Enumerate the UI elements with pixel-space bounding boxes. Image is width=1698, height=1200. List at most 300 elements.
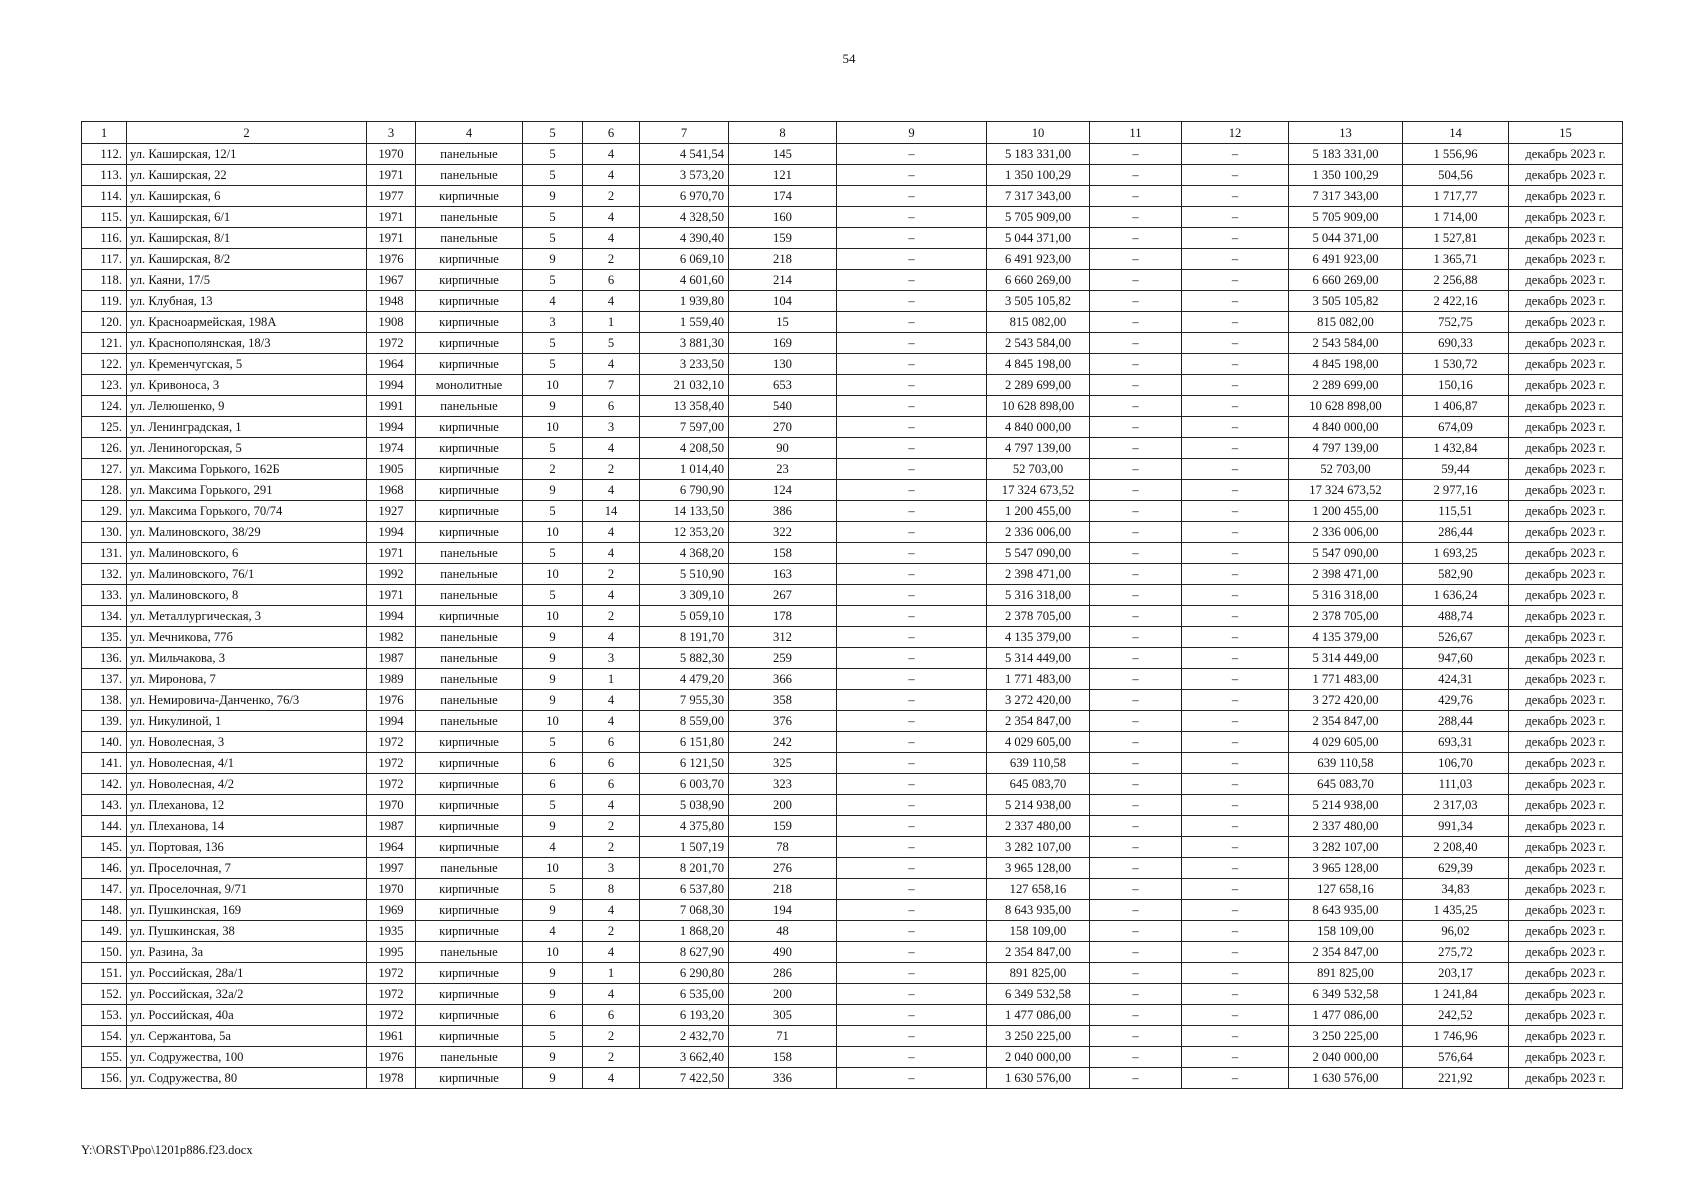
cell-row-number: 153. — [82, 1005, 127, 1026]
cell-address: ул. Малиновского, 38/29 — [127, 522, 367, 543]
cell-col-12: – — [1182, 795, 1289, 816]
cell-row-number: 123. — [82, 375, 127, 396]
column-header-1: 1 — [82, 122, 127, 144]
cell-year-built: 1987 — [367, 816, 416, 837]
cell-wall-material: кирпичные — [416, 816, 523, 837]
cell-col-11: – — [1090, 228, 1182, 249]
cell-row-number: 114. — [82, 186, 127, 207]
cell-cost-fund: 4 029 605,00 — [1289, 732, 1403, 753]
cell-cost-fund: 5 044 371,00 — [1289, 228, 1403, 249]
cell-col-12: – — [1182, 270, 1289, 291]
cell-residents: 121 — [729, 165, 837, 186]
cell-wall-material: панельные — [416, 144, 523, 165]
cell-wall-material: панельные — [416, 648, 523, 669]
cell-row-number: 117. — [82, 249, 127, 270]
cell-entrances: 4 — [583, 165, 640, 186]
cell-entrances: 2 — [583, 837, 640, 858]
cell-col-12: – — [1182, 732, 1289, 753]
cell-col-9: – — [837, 543, 987, 564]
cell-floors: 5 — [523, 228, 583, 249]
cell-row-number: 145. — [82, 837, 127, 858]
cell-cost-total: 3 272 420,00 — [987, 690, 1090, 711]
cell-cost-per-m2: 1 714,00 — [1403, 207, 1509, 228]
cell-address: ул. Российская, 32а/2 — [127, 984, 367, 1005]
cell-cost-total: 4 797 139,00 — [987, 438, 1090, 459]
cell-year-built: 1971 — [367, 543, 416, 564]
cell-floors: 10 — [523, 942, 583, 963]
cell-cost-fund: 5 547 090,00 — [1289, 543, 1403, 564]
cell-wall-material: кирпичные — [416, 291, 523, 312]
cell-year-built: 1971 — [367, 207, 416, 228]
cell-deadline: декабрь 2023 г. — [1509, 606, 1623, 627]
cell-residents: 214 — [729, 270, 837, 291]
cell-row-number: 131. — [82, 543, 127, 564]
cell-entrances: 4 — [583, 627, 640, 648]
cell-area: 4 368,20 — [640, 543, 729, 564]
cell-residents: 366 — [729, 669, 837, 690]
cell-year-built: 1972 — [367, 984, 416, 1005]
cell-cost-total: 815 082,00 — [987, 312, 1090, 333]
cell-wall-material: панельные — [416, 1047, 523, 1068]
cell-deadline: декабрь 2023 г. — [1509, 543, 1623, 564]
cell-floors: 3 — [523, 312, 583, 333]
cell-col-12: – — [1182, 900, 1289, 921]
cell-cost-total: 5 044 371,00 — [987, 228, 1090, 249]
table-row — [82, 354, 1623, 375]
cell-cost-fund: 7 317 343,00 — [1289, 186, 1403, 207]
cell-year-built: 1976 — [367, 249, 416, 270]
cell-col-11: – — [1090, 186, 1182, 207]
cell-cost-total: 4 029 605,00 — [987, 732, 1090, 753]
cell-address: ул. Малиновского, 8 — [127, 585, 367, 606]
cell-row-number: 136. — [82, 648, 127, 669]
cell-deadline: декабрь 2023 г. — [1509, 984, 1623, 1005]
cell-year-built: 1970 — [367, 879, 416, 900]
cell-col-9: – — [837, 438, 987, 459]
cell-cost-per-m2: 526,67 — [1403, 627, 1509, 648]
cell-wall-material: кирпичные — [416, 1026, 523, 1047]
cell-col-11: – — [1090, 879, 1182, 900]
cell-row-number: 115. — [82, 207, 127, 228]
cell-floors: 9 — [523, 690, 583, 711]
cell-cost-fund: 6 349 532,58 — [1289, 984, 1403, 1005]
cell-col-11: – — [1090, 942, 1182, 963]
cell-cost-fund: 2 398 471,00 — [1289, 564, 1403, 585]
cell-year-built: 1997 — [367, 858, 416, 879]
cell-year-built: 1967 — [367, 270, 416, 291]
cell-wall-material: кирпичные — [416, 1005, 523, 1026]
cell-address: ул. Металлургическая, 3 — [127, 606, 367, 627]
cell-wall-material: панельные — [416, 942, 523, 963]
cell-year-built: 1994 — [367, 606, 416, 627]
cell-cost-total: 4 845 198,00 — [987, 354, 1090, 375]
cell-row-number: 113. — [82, 165, 127, 186]
cell-cost-total: 1 350 100,29 — [987, 165, 1090, 186]
cell-deadline: декабрь 2023 г. — [1509, 1005, 1623, 1026]
cell-cost-total: 5 183 331,00 — [987, 144, 1090, 165]
column-header-13: 13 — [1289, 122, 1403, 144]
cell-col-12: – — [1182, 165, 1289, 186]
cell-floors: 9 — [523, 669, 583, 690]
cell-deadline: декабрь 2023 г. — [1509, 921, 1623, 942]
cell-area: 4 479,20 — [640, 669, 729, 690]
cell-entrances: 4 — [583, 480, 640, 501]
column-header-7: 7 — [640, 122, 729, 144]
cell-col-12: – — [1182, 396, 1289, 417]
cell-area: 5 059,10 — [640, 606, 729, 627]
column-header-9: 9 — [837, 122, 987, 144]
cell-residents: 242 — [729, 732, 837, 753]
cell-cost-per-m2: 96,02 — [1403, 921, 1509, 942]
table-row — [82, 375, 1623, 396]
cell-cost-total: 17 324 673,52 — [987, 480, 1090, 501]
cell-entrances: 6 — [583, 1005, 640, 1026]
table-row — [82, 249, 1623, 270]
cell-cost-fund: 2 354 847,00 — [1289, 711, 1403, 732]
cell-row-number: 149. — [82, 921, 127, 942]
cell-col-9: – — [837, 774, 987, 795]
cell-cost-total: 127 658,16 — [987, 879, 1090, 900]
cell-area: 3 309,10 — [640, 585, 729, 606]
table-row — [82, 564, 1623, 585]
cell-deadline: декабрь 2023 г. — [1509, 1047, 1623, 1068]
cell-col-9: – — [837, 354, 987, 375]
cell-cost-per-m2: 203,17 — [1403, 963, 1509, 984]
cell-col-9: – — [837, 627, 987, 648]
cell-col-12: – — [1182, 627, 1289, 648]
cell-col-12: – — [1182, 543, 1289, 564]
cell-col-9: – — [837, 249, 987, 270]
cell-col-11: – — [1090, 543, 1182, 564]
cell-cost-total: 2 337 480,00 — [987, 816, 1090, 837]
cell-row-number: 148. — [82, 900, 127, 921]
cell-residents: 194 — [729, 900, 837, 921]
table-row — [82, 669, 1623, 690]
cell-cost-total: 5 316 318,00 — [987, 585, 1090, 606]
cell-deadline: декабрь 2023 г. — [1509, 375, 1623, 396]
cell-cost-fund: 127 658,16 — [1289, 879, 1403, 900]
table-row — [82, 1005, 1623, 1026]
cell-area: 1 939,80 — [640, 291, 729, 312]
cell-col-12: – — [1182, 774, 1289, 795]
cell-col-12: – — [1182, 837, 1289, 858]
cell-entrances: 6 — [583, 732, 640, 753]
table-header-row — [82, 122, 1623, 144]
cell-col-12: – — [1182, 417, 1289, 438]
cell-deadline: декабрь 2023 г. — [1509, 396, 1623, 417]
cell-deadline: декабрь 2023 г. — [1509, 795, 1623, 816]
cell-year-built: 1995 — [367, 942, 416, 963]
cell-year-built: 1971 — [367, 585, 416, 606]
cell-col-12: – — [1182, 585, 1289, 606]
cell-address: ул. Кривоноса, 3 — [127, 375, 367, 396]
cell-residents: 259 — [729, 648, 837, 669]
cell-cost-fund: 3 505 105,82 — [1289, 291, 1403, 312]
cell-col-9: – — [837, 1047, 987, 1068]
cell-row-number: 155. — [82, 1047, 127, 1068]
cell-floors: 9 — [523, 1068, 583, 1089]
cell-cost-fund: 52 703,00 — [1289, 459, 1403, 480]
cell-row-number: 141. — [82, 753, 127, 774]
cell-floors: 4 — [523, 921, 583, 942]
cell-residents: 200 — [729, 795, 837, 816]
cell-floors: 10 — [523, 375, 583, 396]
cell-cost-per-m2: 1 365,71 — [1403, 249, 1509, 270]
cell-col-9: – — [837, 900, 987, 921]
cell-address: ул. Российская, 28а/1 — [127, 963, 367, 984]
cell-residents: 90 — [729, 438, 837, 459]
cell-wall-material: кирпичные — [416, 774, 523, 795]
table-row — [82, 165, 1623, 186]
cell-col-11: – — [1090, 774, 1182, 795]
cell-area: 6 003,70 — [640, 774, 729, 795]
cell-deadline: декабрь 2023 г. — [1509, 963, 1623, 984]
cell-residents: 325 — [729, 753, 837, 774]
cell-area: 21 032,10 — [640, 375, 729, 396]
cell-wall-material: панельные — [416, 669, 523, 690]
cell-cost-total: 3 505 105,82 — [987, 291, 1090, 312]
cell-wall-material: монолитные — [416, 375, 523, 396]
table-row — [82, 291, 1623, 312]
cell-col-12: – — [1182, 879, 1289, 900]
cell-col-12: – — [1182, 1026, 1289, 1047]
cell-floors: 9 — [523, 186, 583, 207]
cell-floors: 5 — [523, 879, 583, 900]
cell-col-11: – — [1090, 564, 1182, 585]
column-header-14: 14 — [1403, 122, 1509, 144]
cell-residents: 124 — [729, 480, 837, 501]
table-row — [82, 459, 1623, 480]
cell-col-9: – — [837, 165, 987, 186]
cell-residents: 270 — [729, 417, 837, 438]
cell-wall-material: панельные — [416, 858, 523, 879]
cell-residents: 178 — [729, 606, 837, 627]
cell-year-built: 1994 — [367, 417, 416, 438]
cell-cost-total: 1 630 576,00 — [987, 1068, 1090, 1089]
cell-floors: 10 — [523, 711, 583, 732]
cell-cost-per-m2: 115,51 — [1403, 501, 1509, 522]
cell-entrances: 2 — [583, 606, 640, 627]
table-row — [82, 186, 1623, 207]
table-row — [82, 396, 1623, 417]
cell-cost-fund: 158 109,00 — [1289, 921, 1403, 942]
cell-year-built: 1972 — [367, 774, 416, 795]
cell-cost-total: 8 643 935,00 — [987, 900, 1090, 921]
cell-year-built: 1908 — [367, 312, 416, 333]
cell-cost-per-m2: 693,31 — [1403, 732, 1509, 753]
cell-area: 3 662,40 — [640, 1047, 729, 1068]
cell-entrances: 6 — [583, 270, 640, 291]
cell-floors: 5 — [523, 165, 583, 186]
cell-cost-fund: 639 110,58 — [1289, 753, 1403, 774]
cell-year-built: 1982 — [367, 627, 416, 648]
cell-col-12: – — [1182, 1047, 1289, 1068]
cell-area: 4 541,54 — [640, 144, 729, 165]
cell-cost-per-m2: 150,16 — [1403, 375, 1509, 396]
cell-address: ул. Проселочная, 7 — [127, 858, 367, 879]
cell-col-9: – — [837, 816, 987, 837]
cell-residents: 159 — [729, 228, 837, 249]
cell-row-number: 125. — [82, 417, 127, 438]
cell-col-9: – — [837, 312, 987, 333]
cell-year-built: 1964 — [367, 837, 416, 858]
cell-cost-total: 645 083,70 — [987, 774, 1090, 795]
cell-cost-total: 2 543 584,00 — [987, 333, 1090, 354]
cell-floors: 9 — [523, 984, 583, 1005]
cell-entrances: 2 — [583, 564, 640, 585]
cell-row-number: 134. — [82, 606, 127, 627]
cell-cost-fund: 5 214 938,00 — [1289, 795, 1403, 816]
cell-entrances: 4 — [583, 228, 640, 249]
cell-col-11: – — [1090, 291, 1182, 312]
cell-cost-per-m2: 1 527,81 — [1403, 228, 1509, 249]
cell-entrances: 4 — [583, 438, 640, 459]
cell-cost-total: 5 547 090,00 — [987, 543, 1090, 564]
cell-col-9: – — [837, 417, 987, 438]
table-row — [82, 543, 1623, 564]
cell-area: 6 970,70 — [640, 186, 729, 207]
cell-cost-fund: 1 477 086,00 — [1289, 1005, 1403, 1026]
cell-wall-material: панельные — [416, 564, 523, 585]
cell-col-12: – — [1182, 228, 1289, 249]
cell-row-number: 112. — [82, 144, 127, 165]
cell-cost-per-m2: 752,75 — [1403, 312, 1509, 333]
table-row — [82, 228, 1623, 249]
cell-col-11: – — [1090, 375, 1182, 396]
cell-col-9: – — [837, 207, 987, 228]
cell-row-number: 150. — [82, 942, 127, 963]
cell-deadline: декабрь 2023 г. — [1509, 585, 1623, 606]
cell-deadline: декабрь 2023 г. — [1509, 207, 1623, 228]
cell-address: ул. Каширская, 12/1 — [127, 144, 367, 165]
cell-deadline: декабрь 2023 г. — [1509, 522, 1623, 543]
cell-cost-per-m2: 2 256,88 — [1403, 270, 1509, 291]
cell-cost-fund: 2 336 006,00 — [1289, 522, 1403, 543]
column-header-11: 11 — [1090, 122, 1182, 144]
cell-entrances: 5 — [583, 333, 640, 354]
cell-row-number: 120. — [82, 312, 127, 333]
cell-row-number: 129. — [82, 501, 127, 522]
table-row — [82, 879, 1623, 900]
table-row — [82, 774, 1623, 795]
table-row — [82, 942, 1623, 963]
cell-row-number: 146. — [82, 858, 127, 879]
cell-area: 8 201,70 — [640, 858, 729, 879]
cell-row-number: 139. — [82, 711, 127, 732]
cell-cost-total: 7 317 343,00 — [987, 186, 1090, 207]
cell-residents: 15 — [729, 312, 837, 333]
cell-col-12: – — [1182, 438, 1289, 459]
cell-col-11: – — [1090, 963, 1182, 984]
cell-cost-fund: 1 350 100,29 — [1289, 165, 1403, 186]
cell-wall-material: кирпичные — [416, 186, 523, 207]
cell-area: 4 390,40 — [640, 228, 729, 249]
cell-col-9: – — [837, 879, 987, 900]
cell-col-9: – — [837, 459, 987, 480]
cell-year-built: 1969 — [367, 900, 416, 921]
cell-address: ул. Пушкинская, 38 — [127, 921, 367, 942]
cell-cost-fund: 3 282 107,00 — [1289, 837, 1403, 858]
cell-row-number: 135. — [82, 627, 127, 648]
cell-col-12: – — [1182, 186, 1289, 207]
cell-floors: 9 — [523, 249, 583, 270]
footer-file-path: Y:\ORST\Ppo\1201p886.f23.docx — [81, 1143, 253, 1157]
cell-cost-fund: 891 825,00 — [1289, 963, 1403, 984]
cell-deadline: декабрь 2023 г. — [1509, 1068, 1623, 1089]
cell-cost-per-m2: 1 435,25 — [1403, 900, 1509, 921]
cell-cost-per-m2: 1 406,87 — [1403, 396, 1509, 417]
cell-address: ул. Ленинградская, 1 — [127, 417, 367, 438]
cell-floors: 5 — [523, 732, 583, 753]
cell-area: 8 559,00 — [640, 711, 729, 732]
cell-cost-fund: 17 324 673,52 — [1289, 480, 1403, 501]
cell-address: ул. Плеханова, 14 — [127, 816, 367, 837]
cell-cost-fund: 2 289 699,00 — [1289, 375, 1403, 396]
table-row — [82, 711, 1623, 732]
cell-address: ул. Мильчакова, 3 — [127, 648, 367, 669]
cell-area: 1 559,40 — [640, 312, 729, 333]
cell-residents: 323 — [729, 774, 837, 795]
cell-deadline: декабрь 2023 г. — [1509, 837, 1623, 858]
cell-cost-fund: 2 354 847,00 — [1289, 942, 1403, 963]
cell-row-number: 152. — [82, 984, 127, 1005]
cell-cost-per-m2: 2 208,40 — [1403, 837, 1509, 858]
cell-row-number: 132. — [82, 564, 127, 585]
cell-floors: 4 — [523, 837, 583, 858]
cell-residents: 540 — [729, 396, 837, 417]
cell-area: 7 955,30 — [640, 690, 729, 711]
cell-row-number: 143. — [82, 795, 127, 816]
cell-cost-per-m2: 429,76 — [1403, 690, 1509, 711]
column-header-10: 10 — [987, 122, 1090, 144]
table-row — [82, 333, 1623, 354]
cell-col-9: – — [837, 396, 987, 417]
cell-residents: 158 — [729, 543, 837, 564]
cell-floors: 9 — [523, 1047, 583, 1068]
cell-floors: 2 — [523, 459, 583, 480]
cell-address: ул. Мечникова, 77б — [127, 627, 367, 648]
cell-cost-total: 158 109,00 — [987, 921, 1090, 942]
cell-cost-fund: 1 771 483,00 — [1289, 669, 1403, 690]
cell-entrances: 6 — [583, 753, 640, 774]
cell-cost-fund: 645 083,70 — [1289, 774, 1403, 795]
cell-deadline: декабрь 2023 г. — [1509, 438, 1623, 459]
cell-residents: 267 — [729, 585, 837, 606]
cell-residents: 174 — [729, 186, 837, 207]
cell-row-number: 126. — [82, 438, 127, 459]
cell-entrances: 6 — [583, 396, 640, 417]
cell-year-built: 1961 — [367, 1026, 416, 1047]
cell-cost-fund: 8 643 935,00 — [1289, 900, 1403, 921]
cell-cost-fund: 10 628 898,00 — [1289, 396, 1403, 417]
cell-col-12: – — [1182, 963, 1289, 984]
cell-cost-per-m2: 991,34 — [1403, 816, 1509, 837]
cell-row-number: 137. — [82, 669, 127, 690]
cell-year-built: 1994 — [367, 522, 416, 543]
cell-floors: 5 — [523, 270, 583, 291]
cell-address: ул. Каширская, 8/2 — [127, 249, 367, 270]
cell-entrances: 3 — [583, 858, 640, 879]
cell-deadline: декабрь 2023 г. — [1509, 690, 1623, 711]
cell-col-12: – — [1182, 480, 1289, 501]
cell-floors: 5 — [523, 207, 583, 228]
cell-wall-material: кирпичные — [416, 459, 523, 480]
cell-area: 6 069,10 — [640, 249, 729, 270]
cell-cost-fund: 3 965 128,00 — [1289, 858, 1403, 879]
cell-deadline: декабрь 2023 г. — [1509, 879, 1623, 900]
table-row — [82, 900, 1623, 921]
cell-year-built: 1994 — [367, 375, 416, 396]
